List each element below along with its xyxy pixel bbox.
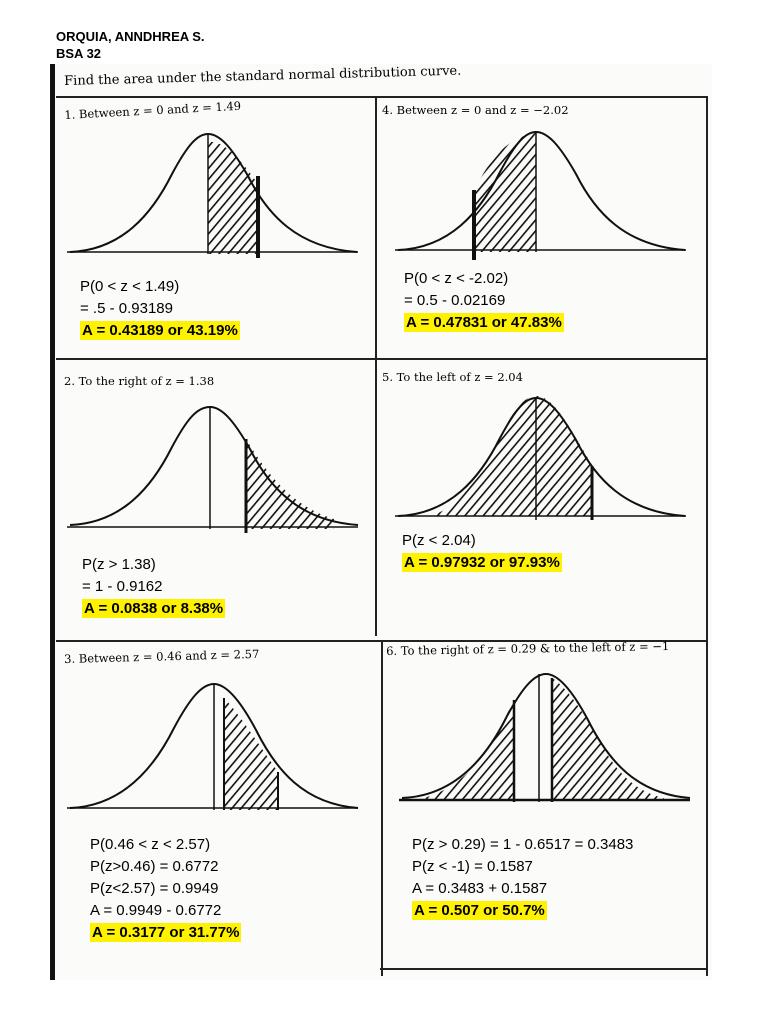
shaded-region-right xyxy=(552,678,664,800)
solution-line: = 0.5 - 0.02169 xyxy=(404,292,506,309)
problem-4-title: 4. Between z = 0 and z = −2.02 xyxy=(382,103,569,117)
grid-line xyxy=(375,96,377,636)
problem-2-curve xyxy=(62,395,362,535)
problem-1-solution xyxy=(80,276,240,342)
solution-line: A = 0.3483 + 0.1587 xyxy=(412,880,548,897)
grid-line xyxy=(380,968,708,970)
scan-edge xyxy=(50,64,55,980)
normal-curve xyxy=(70,407,358,525)
answer-highlight: A = 0.0838 or 8.38% xyxy=(84,600,224,617)
normal-curve xyxy=(398,132,685,250)
shaded-region-left xyxy=(414,700,514,800)
problem-5-solution xyxy=(402,530,562,574)
answer-highlight: A = 0.3177 or 31.77% xyxy=(92,924,240,941)
shaded-region xyxy=(430,396,592,516)
solution-line: P(z<2.57) = 0.9949 xyxy=(90,880,219,897)
solution-line: P(z > 0.29) = 1 - 0.6517 = 0.3483 xyxy=(412,836,634,853)
shaded-region xyxy=(246,439,334,529)
shaded-region xyxy=(208,142,258,254)
problem-1-title: 1. Between z = 0 and z = 1.49 xyxy=(64,98,242,122)
worksheet-instruction: Find the area under the standard normal distribution curve. xyxy=(64,63,462,89)
problem-6-title: 6. To the right of z = 0.29 & to the left of z = −1 xyxy=(386,639,670,658)
grid-line xyxy=(56,358,708,360)
problem-6-curve xyxy=(394,662,694,807)
answer-highlight: A = 0.43189 or 43.19% xyxy=(82,322,238,339)
problem-2-solution xyxy=(82,554,225,620)
grid-line xyxy=(56,96,708,98)
problem-6-solution xyxy=(412,834,633,922)
problem-2-title: 2. To the right of z = 1.38 xyxy=(64,374,215,388)
student-section: BSA 32 xyxy=(56,46,102,61)
solution-line: P(z < -1) = 0.1587 xyxy=(412,858,533,875)
problem-4-solution xyxy=(404,268,564,334)
problem-5-curve xyxy=(390,386,690,526)
problem-5-title: 5. To the left of z = 2.04 xyxy=(382,370,523,384)
solution-line: P(z < 2.04) xyxy=(402,532,476,549)
answer-highlight: A = 0.507 or 50.7% xyxy=(414,902,545,919)
solution-line: A = 0.9949 - 0.6772 xyxy=(90,902,222,919)
solution-line: P(z > 1.38) xyxy=(82,556,156,573)
problem-3-title: 3. Between z = 0.46 and z = 2.57 xyxy=(64,646,260,666)
student-name: ORQUIA, ANNDHREA S. xyxy=(56,29,205,44)
grid-line xyxy=(381,640,383,976)
student-header xyxy=(56,28,205,62)
normal-curve xyxy=(402,674,690,798)
solution-line: = .5 - 0.93189 xyxy=(80,300,173,317)
problem-3-solution xyxy=(90,834,241,944)
answer-highlight: A = 0.47831 or 47.83% xyxy=(406,314,562,331)
solution-line: P(0.46 < z < 2.57) xyxy=(90,836,211,853)
problem-3-curve xyxy=(62,672,362,817)
solution-line: P(0 < z < -2.02) xyxy=(404,270,509,287)
problem-1-curve xyxy=(62,124,362,264)
shaded-region xyxy=(474,133,536,252)
grid-line xyxy=(706,96,708,976)
problem-4-curve xyxy=(390,120,690,260)
answer-highlight: A = 0.97932 or 97.93% xyxy=(404,554,560,571)
solution-line: = 1 - 0.9162 xyxy=(82,578,163,595)
solution-line: P(z>0.46) = 0.6772 xyxy=(90,858,219,875)
solution-line: P(0 < z < 1.49) xyxy=(80,278,180,295)
